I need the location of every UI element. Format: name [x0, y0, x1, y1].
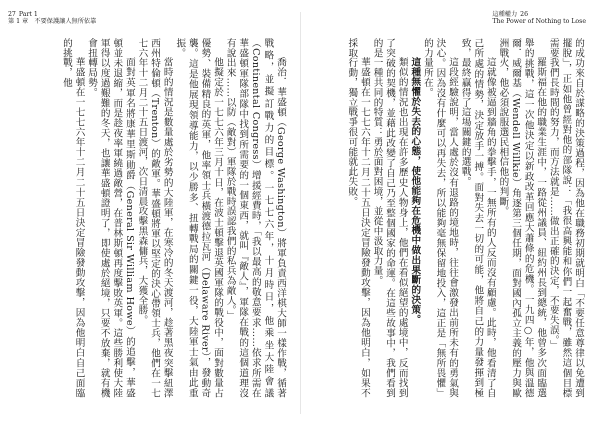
right-paragraph-2: 羅斯福在他的職業生涯中，一路從州議員、紐約州長到總統，他曾多次面臨選舉的挑戰，這一次他決定以新政改革回應大蕭條的危機。一九四○年，他與溫德爾．威爾基（Wendell Willkie）角逐第三個任期，面對國內孤立主義的壓力與歐洲戰火，他必須說服選民相信他的判斷。: [497, 38, 547, 398]
left-paragraph-5: 華盛頓在一七七六年十二月二十五日決定冒險發動攻擊，因為他明白自己面臨的挑戰，他: [60, 38, 85, 398]
right-running-head: 這種權力: [492, 11, 518, 18]
left-page-header: [8, 11, 96, 25]
left-page-number: 27: [8, 11, 16, 18]
left-paragraph-1: 喬治．華盛頓（George Washington）將軍負責西洋棋大師一樣作戰，循著戰略，並擬訂戰力的目標。一七七六年，十月時日，他乘坐大陸會議（Continental Congress）增援經費時，「我以最高的敬意要求……依求所需在華盛頓軍隊部隊中找到所需要的一個東西，就叫『敵人』，軍隊在戰的這個道理沒有說出來……以防（敵對）軍隊於戰時誤認我們的私兵為敵人。」: [224, 38, 286, 398]
right-paragraph-6: 類似的情況也出現在許多歷史人物身上，他們在看似絕望的處境中，反而找到了突破的契機，並藉此改變了自己乃至整個國家的命運。在這些故事中，我們看到的是一種共同的特質：勇於面對困境，並從中汲取力量。: [371, 38, 408, 398]
right-paragraph-3: 這就像被逼到牆角的拳擊手，一無所有的人反而沒有顧慮。此時，他看清了自己所處的情勢，決定放手一搏。面對失去一切的可能，他將自己的力量發揮到極致，最終贏得了這場關鍵的選戰。: [459, 38, 496, 398]
right-paragraph-1: 的成功來自於謀略的決策過程，因為他在職務初期就明白「不要任意尊律以免遭到擺脫」，正如他曾經對他的部隊說：「我很高興能和你們一起奮戰，雖然這個目標需要我們長時間的努力，而方法就是……做出正確的決定，不要失誤。」: [547, 38, 584, 398]
right-page: [306, 0, 592, 426]
right-paragraph-bold: 這種無懼於失去的心態，使他能夠在危機中做出果斷的決策。: [409, 57, 421, 325]
left-paragraph-3: 當時的情況是數量處於劣勢的大陸軍，在寒冷的冬天渡河，趁著黑夜突擊紐澤西州特倫頓（Trenton）的敵軍。華盛頓將軍以堅定的決心帶領士兵，他們在一七七六年十二月二十五日渡河，次日清晨攻擊黑森傭兵，大獲全勝。: [136, 38, 173, 398]
left-part-label: Part 1: [18, 11, 38, 18]
right-paragraph-7: 華盛頓在一七七六年十二月二十五日決定冒險發動攻擊，因為他明白，如果不採取行動，獨立戰爭很可能就此失敗。: [346, 38, 370, 398]
spine-gutter: [300, 12, 301, 414]
right-subtitle: The Power of Nothing to Lose: [492, 18, 586, 25]
left-page: [6, 0, 292, 426]
left-paragraph-4: 面對英軍名將康華里斯勛爵（General Sir William Howe）的追擊，華盛頓並未退縮，而是趁夜率軍繞過敵營，在普林斯頓再度擊敗英軍。這些勝利使大陸軍得以度過艱難的冬天，也讓華盛頓證明了，即使處於絕境，只要不放棄，就有機會扭轉局勢。: [86, 38, 135, 398]
right-page-header: [492, 11, 586, 25]
right-page-number: 26: [520, 11, 529, 18]
left-page-body: [14, 38, 286, 398]
right-page-body: [312, 38, 584, 398]
left-paragraph-2: 他擬定於一七七六年三月十日，在波士頓擊退英國軍隊的戰役中，面對數量占優勢、裝備精良的英軍，他率領士兵橫渡德拉瓦河（Delaware River），發動奇襲。這是他展現領導能力，以少勝多、扭轉戰局的關鍵一役，大陸軍士氣由此重振。: [174, 38, 224, 398]
left-chapter-line: 第 1 章 不要保護讓人無所依靠: [8, 18, 97, 25]
right-paragraph-4: 這段經驗說明，當人處於沒有退路的境地時，往往會激發出前所未有的勇氣與決心。因為沒有什麼可以再失去，所以能夠毫無保留地投入，這正是「無所畏懼」的力量所在。: [421, 38, 459, 398]
